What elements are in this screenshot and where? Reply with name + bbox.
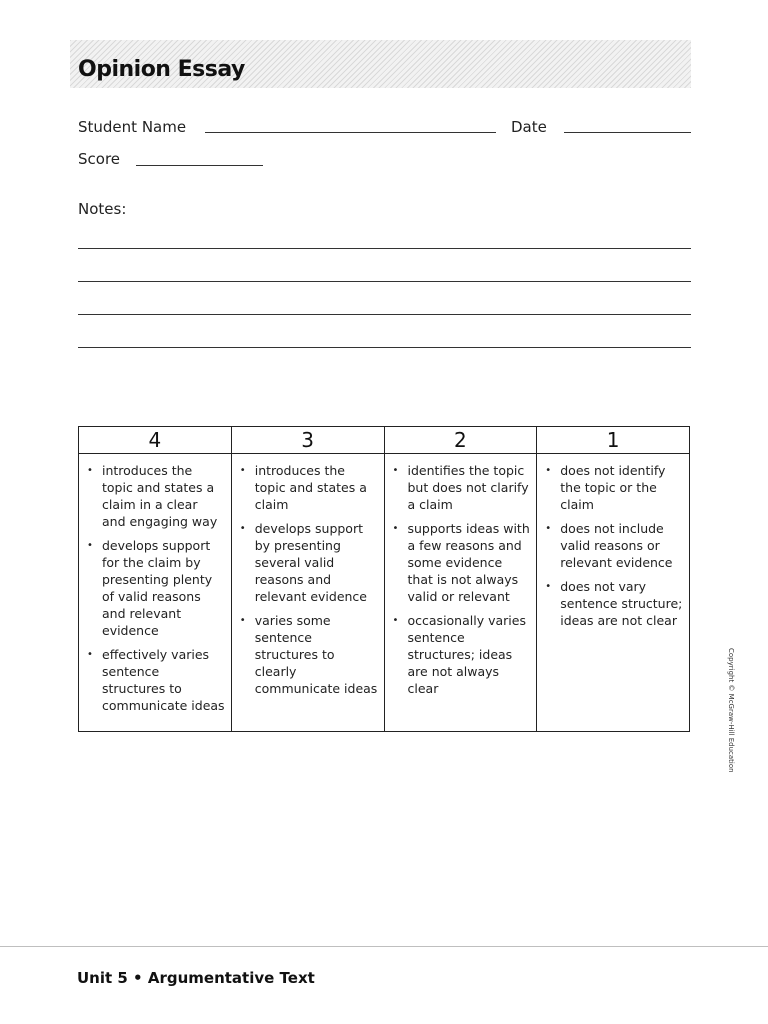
bullet-icon: • (392, 465, 399, 476)
score-header-1: 1 (537, 427, 690, 454)
criteria-item: • supports ideas with a few reasons and some evidence that is not always valid or relevant (392, 521, 530, 604)
footer-unit-label: Unit 5 • Argumentative Text (77, 969, 315, 987)
criteria-cell-3 (231, 454, 384, 732)
notes-line[interactable] (78, 347, 691, 348)
criteria-item: • does not vary sentence structure; ideas are not clear (545, 579, 683, 628)
bullet-icon: • (545, 523, 552, 534)
bullet-icon: • (392, 523, 399, 534)
student-name-field[interactable] (205, 132, 496, 133)
rubric-criteria-row (79, 454, 690, 732)
criteria-item: • introduces the topic and states a claim (239, 463, 367, 512)
criteria-cell-1 (537, 454, 690, 732)
bullet-icon: • (239, 615, 246, 626)
notes-label: Notes: (78, 200, 127, 218)
score-header-2: 2 (384, 427, 537, 454)
student-name-label: Student Name (78, 118, 187, 136)
bullet-icon: • (87, 649, 93, 660)
bullet-icon: • (239, 465, 246, 476)
bullet-icon: • (545, 465, 552, 476)
rubric-table (78, 426, 690, 732)
criteria-cell-4 (79, 454, 232, 732)
notes-line[interactable] (78, 281, 691, 282)
score-field[interactable] (136, 165, 263, 166)
bullet-icon: • (87, 465, 93, 476)
criteria-cell-2 (384, 454, 537, 732)
bullet-icon: • (239, 523, 246, 534)
score-header-4: 4 (79, 427, 232, 454)
copyright-note: Copyright © McGraw-Hill Education (727, 648, 735, 773)
criteria-item: • does not identify the topic or the claim (545, 463, 666, 512)
criteria-item: • does not include valid reasons or relevant evidence (545, 521, 673, 570)
notes-line[interactable] (78, 314, 691, 315)
footer-divider (0, 946, 768, 947)
bullet-icon: • (87, 540, 93, 551)
date-label: Date (511, 118, 547, 136)
title-band (70, 40, 691, 88)
date-field[interactable] (564, 132, 691, 133)
rubric-header-row (79, 427, 690, 454)
criteria-item: • develops support by presenting several valid reasons and relevant evidence (239, 521, 367, 604)
bullet-icon: • (392, 615, 399, 626)
criteria-item: • develops support for the claim by presenting plenty of valid reasons and relevant evidence (87, 538, 213, 638)
criteria-item: • occasionally varies sentence structures; ideas are not always clear (392, 613, 526, 696)
criteria-item: • identifies the topic but does not clarify a claim (392, 463, 529, 512)
notes-line[interactable] (78, 248, 691, 249)
criteria-item: • varies some sentence structures to clearly communicate ideas (239, 613, 378, 696)
score-header-3: 3 (231, 427, 384, 454)
criteria-item: • effectively varies sentence structures to communicate ideas (87, 647, 225, 713)
score-label: Score (78, 150, 121, 168)
bullet-icon: • (545, 581, 552, 592)
criteria-item: • introduces the topic and states a claim in a clear and engaging way (87, 463, 218, 529)
page-title: Opinion Essay (78, 57, 245, 82)
